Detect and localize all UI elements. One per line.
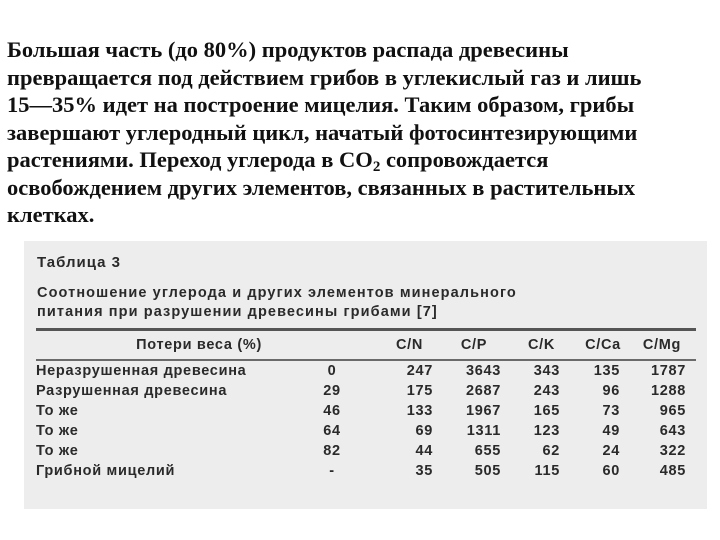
cell-row-label: Грибной мицелий xyxy=(36,463,176,479)
cell-cn: 44 xyxy=(415,443,433,459)
table-row xyxy=(36,381,690,401)
cell-cca: 135 xyxy=(593,363,620,379)
data-table xyxy=(36,331,690,359)
table-title xyxy=(37,284,696,322)
table-row xyxy=(36,361,690,381)
cell-cn: 69 xyxy=(415,423,433,439)
cell-weight-loss: 64 xyxy=(323,423,341,439)
cell-cn: 175 xyxy=(406,383,433,399)
paragraph-line-5 xyxy=(7,146,713,174)
cell-cmg: 1787 xyxy=(650,363,686,379)
paragraph-line-5-head: растениями. Переход углерода в СО xyxy=(7,147,373,172)
cell-cmg: 322 xyxy=(659,443,686,459)
cell-weight-loss: 82 xyxy=(323,443,341,459)
table-label: Таблица 3 xyxy=(37,254,122,271)
paragraph-line-3: 15—35% идет на построение мицелия. Таким образом, грибы xyxy=(7,92,635,117)
data-table-body xyxy=(36,361,690,481)
cell-ck: 343 xyxy=(533,363,560,379)
table-title-line-2: питания при разрушении древесины грибами [7] xyxy=(37,304,438,320)
header-cp: C/P xyxy=(460,337,488,353)
cell-cp: 1967 xyxy=(465,403,501,419)
cell-ck: 62 xyxy=(542,443,560,459)
cell-cmg: 965 xyxy=(659,403,686,419)
cell-weight-loss: - xyxy=(329,463,335,479)
cell-cca: 60 xyxy=(602,463,620,479)
cell-row-label: То же xyxy=(36,443,79,459)
table-row xyxy=(36,421,690,441)
cell-weight-loss: 0 xyxy=(327,363,337,379)
cell-row-label: Неразрушенная древесина xyxy=(36,363,247,379)
cell-cp: 1311 xyxy=(466,423,501,439)
paragraph-line-2: превращается под действием грибов в углекислый газ и лишь xyxy=(7,64,642,90)
cell-ck: 243 xyxy=(533,383,560,399)
header-cmg: C/Mg xyxy=(642,337,682,353)
cell-cca: 24 xyxy=(602,443,620,459)
paragraph-line-5-tail: сопровождается xyxy=(380,147,549,172)
cell-cmg: 643 xyxy=(659,423,686,439)
body-paragraph xyxy=(7,36,713,229)
cell-row-label: То же xyxy=(36,403,79,419)
cell-weight-loss: 46 xyxy=(323,403,341,419)
paragraph-line-6: освобождением других элементов, связанных в растительных xyxy=(7,174,636,200)
cell-ck: 115 xyxy=(534,463,560,479)
paragraph-line-4: завершают углеродный цикл, начатый фотосинтезирующими xyxy=(7,119,638,145)
header-ck: C/K xyxy=(527,337,556,353)
header-cca: C/Ca xyxy=(585,337,621,353)
data-table-block xyxy=(36,252,696,481)
cell-cp: 505 xyxy=(474,463,501,479)
table-header-row xyxy=(36,331,690,359)
cell-row-label: То же xyxy=(36,423,79,439)
cell-cca: 96 xyxy=(602,383,620,399)
cell-cp: 3643 xyxy=(465,363,501,379)
cell-cp: 655 xyxy=(474,443,501,459)
header-spacer xyxy=(262,331,382,359)
cell-weight-loss: 29 xyxy=(323,383,341,399)
cell-row-label: Разрушенная древесина xyxy=(36,383,228,399)
cell-cn: 247 xyxy=(406,363,433,379)
cell-ck: 123 xyxy=(533,423,560,439)
table-row xyxy=(36,401,690,421)
table-row xyxy=(36,461,690,481)
cell-cn: 35 xyxy=(415,463,433,479)
cell-ck: 165 xyxy=(533,403,560,419)
cell-cn: 133 xyxy=(406,403,433,419)
cell-cmg: 1288 xyxy=(650,383,686,399)
paragraph-line-1: Большая часть (до 80%) продуктов распада древесины xyxy=(7,37,569,62)
cell-cca: 49 xyxy=(602,423,620,439)
header-weight-loss: Потери веса (%) xyxy=(136,337,262,353)
paragraph-line-7: клетках. xyxy=(7,202,95,227)
table-title-line-1: Соотношение углерода и других элементов минерального xyxy=(37,285,517,301)
header-cn: C/N xyxy=(395,337,424,353)
cell-cp: 2687 xyxy=(465,383,501,399)
cell-cca: 73 xyxy=(602,403,620,419)
cell-cmg: 485 xyxy=(659,463,686,479)
co2-subscript: 2 xyxy=(372,159,381,175)
table-row xyxy=(36,441,690,461)
